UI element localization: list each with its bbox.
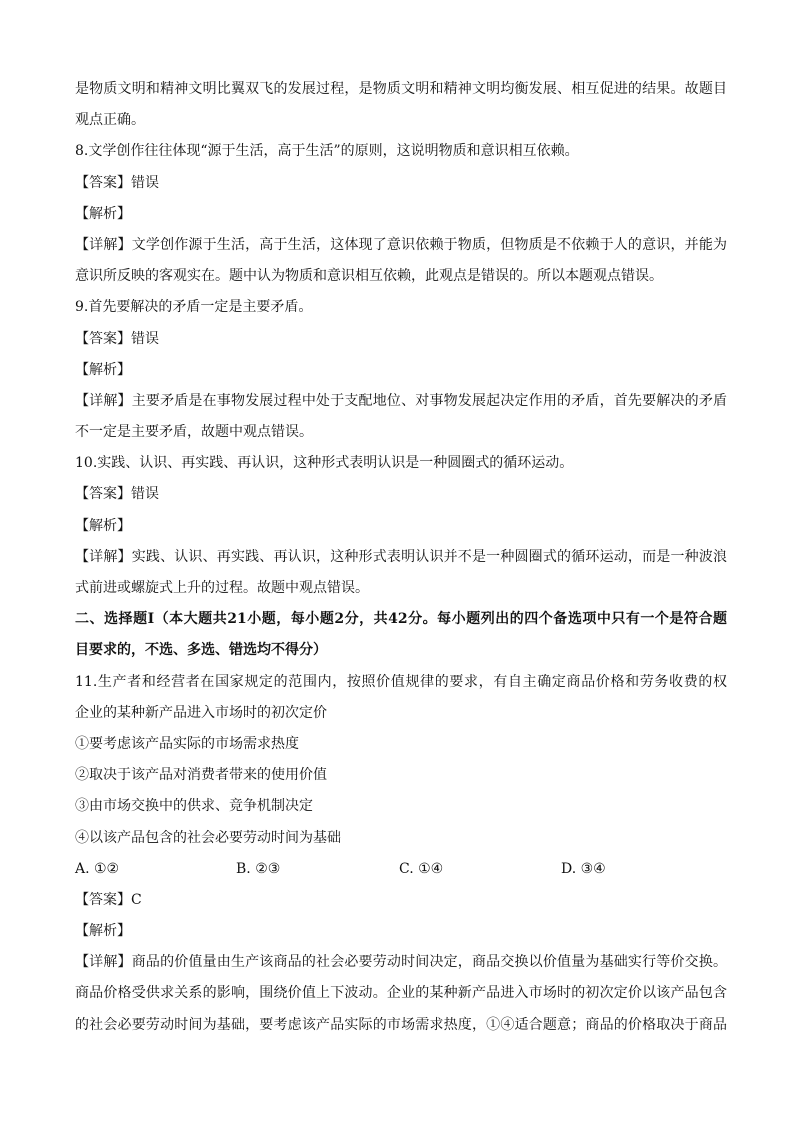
answer-label: 【答案】错误 bbox=[75, 486, 159, 503]
analysis-label: 【解析】 bbox=[75, 205, 131, 222]
analysis-label: 【解析】 bbox=[75, 361, 131, 378]
option-a: A. ①② bbox=[75, 860, 120, 877]
question-10: 10.实践、认识、再实践、再认识，这种形式表明认识是一种圆圈式的循环运动。 bbox=[75, 455, 574, 472]
statement-3: ③由市场交换中的供求、竞争机制决定 bbox=[75, 798, 313, 815]
explanation-text: 【详解】文学创作源于生活，高于生活，这体现了意识依赖于物质，但物质是不依赖于人的意识，并能为 bbox=[75, 236, 727, 253]
statement-2: ②取决于该产品对消费者带来的使用价值 bbox=[75, 767, 327, 784]
statement-1: ①要考虑该产品实际的市场需求热度 bbox=[75, 735, 299, 752]
section-heading: 目要求的，不选、多选、错选均不得分） bbox=[75, 642, 327, 659]
analysis-label: 【解析】 bbox=[75, 923, 131, 940]
answer-label: 【答案】C bbox=[75, 891, 142, 908]
text-line: 是物质文明和精神文明比翼双飞的发展过程，是物质文明和精神文明均衡发展、相互促进的结果。故题目 bbox=[75, 81, 727, 97]
question-11: 11.生产者和经营者在国家规定的范围内，按照价值规律的要求，有自主确定商品价格和劳务收费的权 bbox=[75, 673, 727, 690]
option-b: B. ②③ bbox=[236, 860, 281, 877]
analysis-label: 【解析】 bbox=[75, 517, 131, 534]
explanation-text: 的社会必要劳动时间为基础，要考虑该产品实际的市场需求热度，①④适合题意；商品的价格取决于商品 bbox=[75, 1016, 727, 1033]
text-line: 观点正确。 bbox=[75, 112, 145, 129]
question-9: 9.首先要解决的矛盾一定是主要矛盾。 bbox=[75, 299, 313, 316]
explanation-text: 【详解】主要矛盾是在事物发展过程中处于支配地位、对事物发展起决定作用的矛盾，首先要解决的矛盾 bbox=[75, 392, 727, 409]
section-heading: 二、选择题Ⅰ（本大题共21小题，每小题2分，共42分。每小题列出的四个备选项中只有一个是符合题 bbox=[75, 611, 727, 628]
answer-label: 【答案】错误 bbox=[75, 330, 159, 347]
explanation-text: 不一定是主要矛盾，故题中观点错误。 bbox=[75, 424, 313, 441]
answer-label: 【答案】错误 bbox=[75, 174, 159, 191]
explanation-text: 【详解】实践、认识、再实践、再认识，这种形式表明认识并不是一种圆圈式的循环运动，而是一种波浪 bbox=[75, 548, 727, 565]
explanation-text: 【详解】商品的价值量由生产该商品的社会必要劳动时间决定，商品交换以价值量为基础实行等价交换。 bbox=[75, 954, 727, 971]
option-c: C. ①④ bbox=[399, 860, 444, 877]
explanation-text: 商品价格受供求关系的影响，围绕价值上下波动。企业的某种新产品进入市场时的初次定价以该产品包含 bbox=[75, 985, 727, 1002]
question-11: 企业的某种新产品进入市场时的初次定价 bbox=[75, 704, 327, 721]
statement-4: ④以该产品包含的社会必要劳动时间为基础 bbox=[75, 829, 341, 846]
document-page bbox=[75, 74, 727, 1041]
explanation-text: 意识所反映的客观实在。题中认为物质和意识相互依赖，此观点是错误的。所以本题观点错误。 bbox=[75, 268, 663, 285]
option-d: D. ③④ bbox=[561, 860, 606, 877]
question-8: 8.文学创作往往体现“源于生活，高于生活”的原则，这说明物质和意识相互依赖。 bbox=[75, 143, 579, 160]
answer-options bbox=[75, 854, 727, 885]
explanation-text: 式前进或螺旋式上升的过程。故题中观点错误。 bbox=[75, 580, 369, 596]
